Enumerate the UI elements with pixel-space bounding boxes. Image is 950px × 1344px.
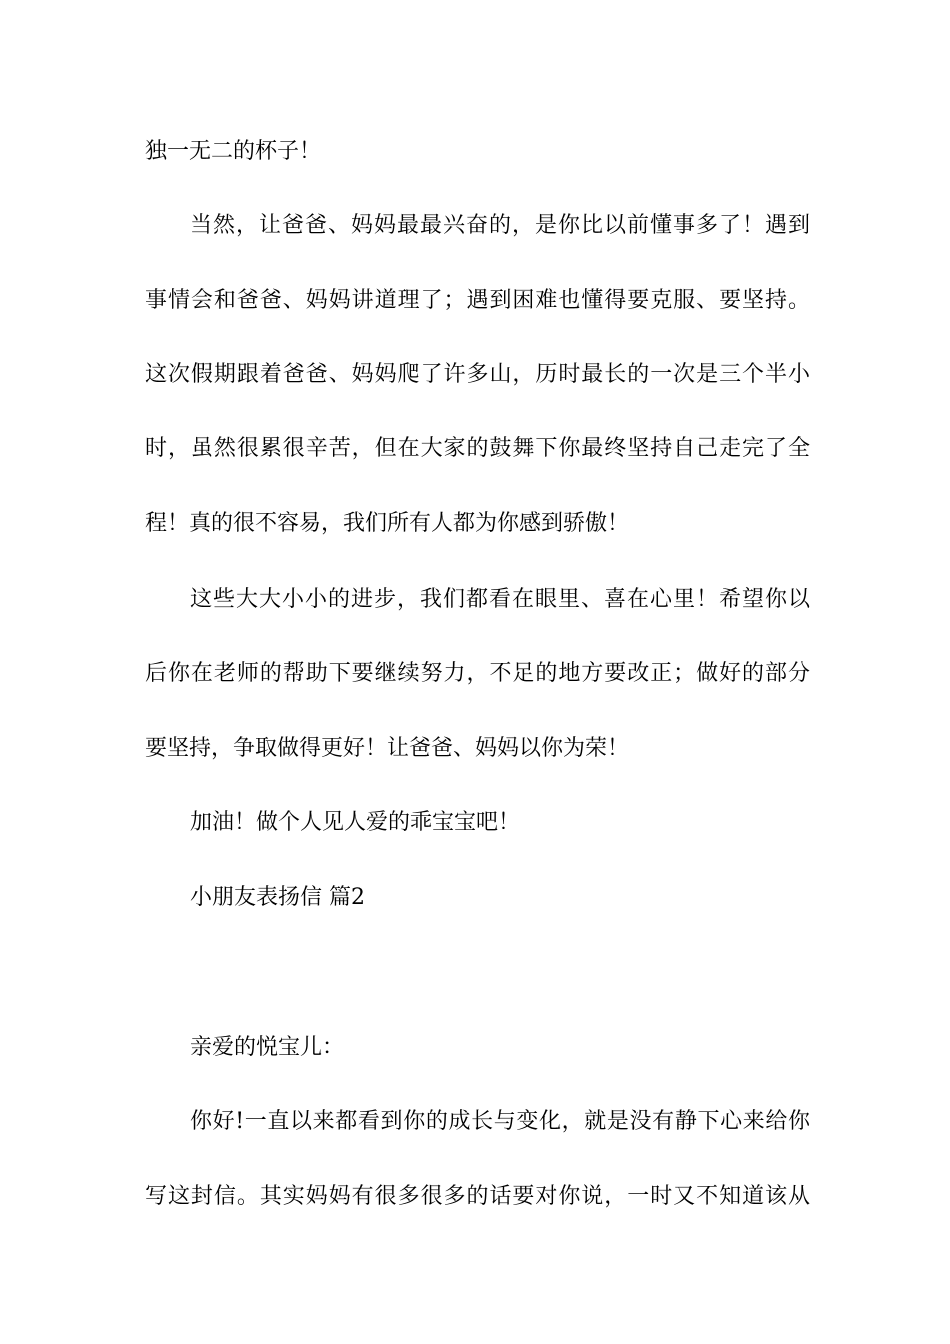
paragraph-first-line: 你好!一直以来都看到你的成长与变化，就是没有静下心来给你 — [190, 1109, 810, 1134]
text-line: 事情会和爸爸、妈妈讲道理了；遇到困难也懂得要克服、要坚持。 — [145, 288, 810, 313]
paragraph-first-line: 当然，让爸爸、妈妈最最兴奋的，是你比以前懂事多了！遇到 — [190, 213, 810, 238]
text-line: 独一无二的杯子！ — [145, 139, 322, 164]
text-line: 程！真的很不容易，我们所有人都为你感到骄傲！ — [145, 511, 630, 536]
text-line: 后你在老师的帮助下要继续努力，不足的地方要改正；做好的部分 — [145, 661, 810, 686]
text-line: 写这封信。其实妈妈有很多很多的话要对你说，一时又不知道该从 — [145, 1184, 810, 1209]
paragraph-first-line: 这些大大小小的进步，我们都看在眼里、喜在心里！希望你以 — [190, 587, 810, 612]
paragraph-first-line: 加油！做个人见人爱的乖宝宝吧！ — [190, 810, 521, 835]
text-line: 这次假期跟着爸爸、妈妈爬了许多山，历时最长的一次是三个半小 — [145, 362, 810, 387]
section-heading: 小朋友表扬信 篇2 — [190, 885, 365, 910]
text-line: 要坚持，争取做得更好！让爸爸、妈妈以你为荣！ — [145, 736, 630, 761]
salutation: 亲爱的悦宝儿： — [190, 1035, 345, 1060]
text-line: 时，虽然很累很辛苦，但在大家的鼓舞下你最终坚持自己走完了全 — [145, 436, 810, 461]
